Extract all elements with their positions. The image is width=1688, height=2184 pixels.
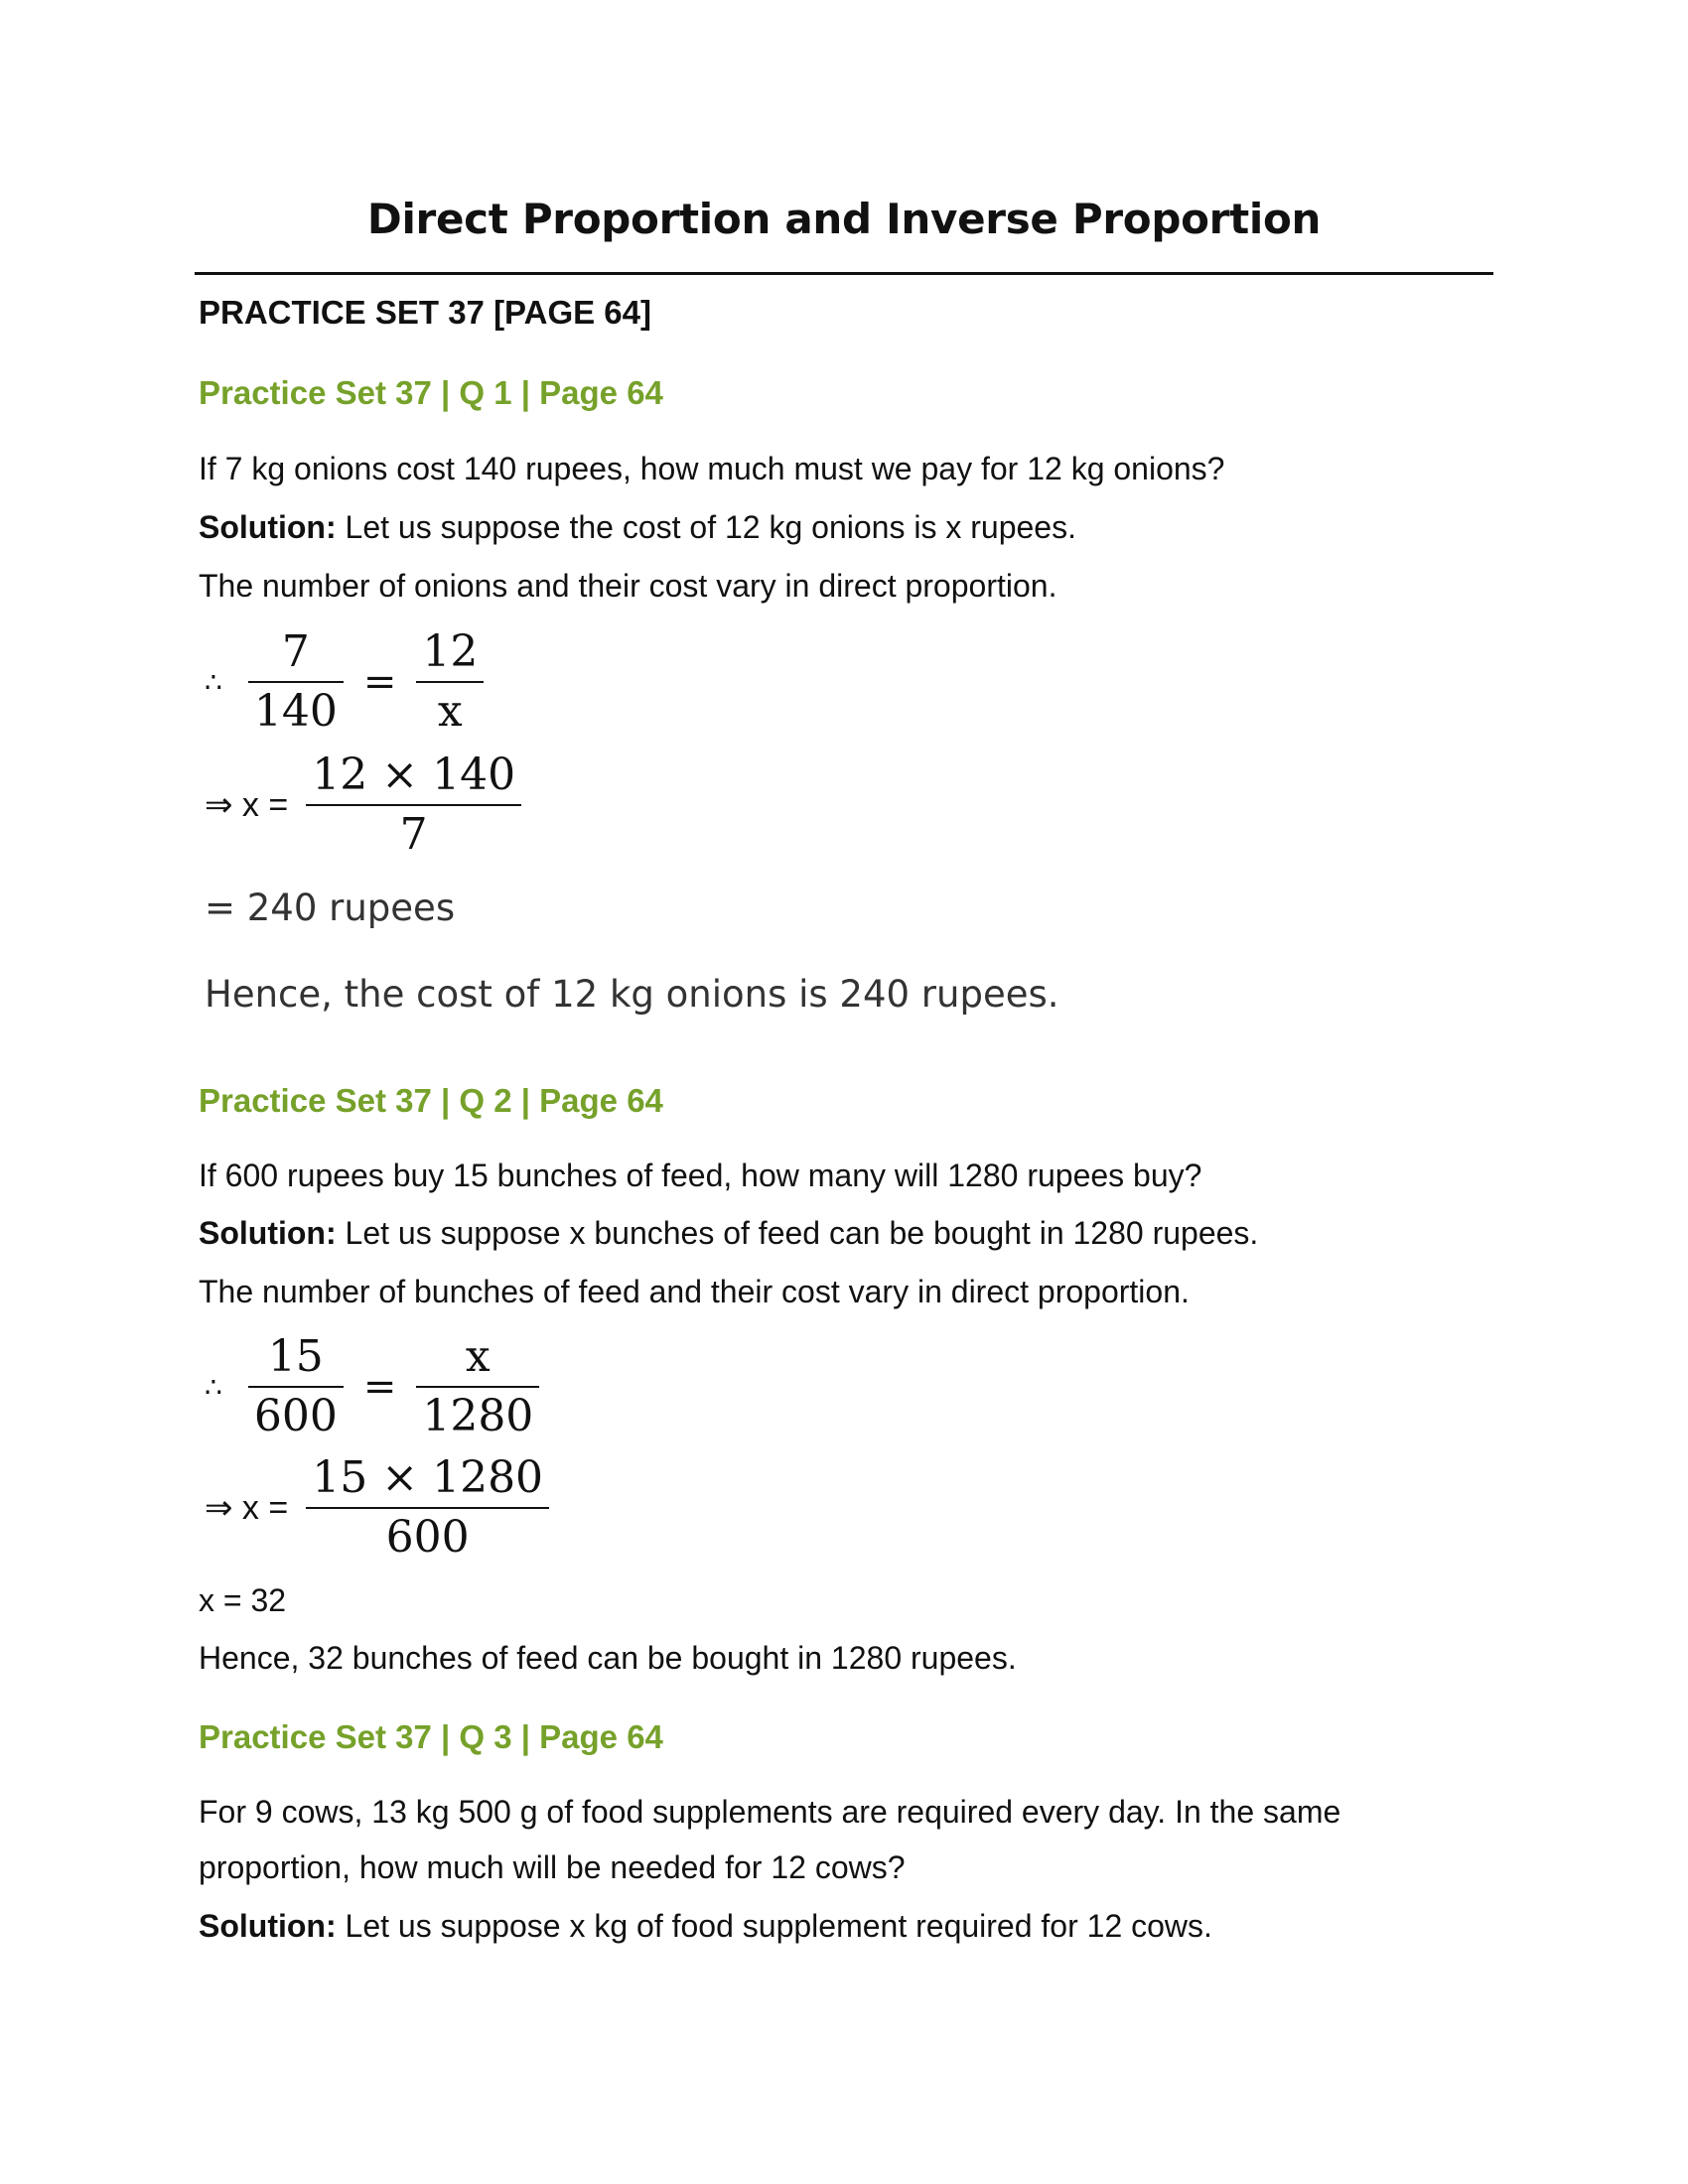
q2-solution-text: Let us suppose x bunches of feed can be bought in 1280 rupees. xyxy=(336,1215,1259,1251)
q1-frac3-denominator: 7 xyxy=(399,809,428,860)
q2-solution-label: Solution: xyxy=(199,1215,337,1251)
q1-solution-label: Solution: xyxy=(199,509,337,545)
q1-conclusion: Hence, the cost of 12 kg onions is 240 rupees. xyxy=(205,973,1059,1016)
q1-statement: The number of onions and their cost vary in direct proportion. xyxy=(199,568,1057,604)
q2-frac2-numerator: x xyxy=(465,1331,491,1382)
q2-frac3-denominator: 600 xyxy=(385,1512,470,1563)
q2-fraction-3 xyxy=(306,1449,549,1567)
q2-heading: Practice Set 37 | Q 2 | Page 64 xyxy=(199,1082,663,1119)
q2-fraction-1 xyxy=(248,1328,344,1445)
q2-frac2-denominator: 1280 xyxy=(422,1391,534,1441)
section-heading: PRACTICE SET 37 [PAGE 64] xyxy=(199,294,651,331)
q3-question-line2: proportion, how much will be needed for 12 cows? xyxy=(199,1849,906,1885)
q1-fraction-2 xyxy=(416,623,484,741)
q2-solve-equation xyxy=(205,1449,549,1567)
q3-solution-label: Solution: xyxy=(199,1908,337,1944)
q2-implies: ⇒ x = xyxy=(205,1489,289,1527)
q1-frac2-numerator: 12 xyxy=(422,626,479,677)
q1-frac1-numerator: 7 xyxy=(281,626,310,677)
q2-proportion-equation xyxy=(205,1328,539,1445)
q1-therefore-symbol: ∴ xyxy=(205,666,222,698)
q1-frac2-denominator: x xyxy=(437,686,463,737)
page-title: Direct Proportion and Inverse Proportion xyxy=(366,195,1322,243)
title-divider xyxy=(195,272,1493,275)
q1-solve-equation xyxy=(205,747,521,864)
q2-therefore-symbol: ∴ xyxy=(205,1371,222,1403)
q1-fraction-1 xyxy=(248,623,344,741)
q1-result: = 240 rupees xyxy=(205,887,456,929)
q2-equals-sign: = xyxy=(362,1364,397,1410)
q1-fraction-3 xyxy=(306,747,521,864)
q1-frac1-denominator: 140 xyxy=(253,686,338,737)
q2-frac3-numerator: 15 × 1280 xyxy=(312,1452,544,1503)
q3-heading: Practice Set 37 | Q 3 | Page 64 xyxy=(199,1718,663,1755)
q2-conclusion: Hence, 32 bunches of feed can be bought in 1280 rupees. xyxy=(199,1640,1017,1676)
q2-solution xyxy=(199,1213,1258,1253)
q3-question-line1: For 9 cows, 13 kg 500 g of food supplements are required every day. In the same xyxy=(199,1794,1341,1830)
q1-solution xyxy=(199,507,1076,547)
q1-implies: ⇒ x = xyxy=(205,786,289,824)
q3-solution xyxy=(199,1906,1212,1946)
q2-frac1-numerator: 15 xyxy=(267,1331,324,1382)
q1-proportion-equation xyxy=(205,623,484,741)
q2-frac1-denominator: 600 xyxy=(253,1391,338,1441)
q2-fraction-2 xyxy=(416,1328,539,1445)
q1-question: If 7 kg onions cost 140 rupees, how much must we pay for 12 kg onions? xyxy=(199,451,1225,486)
q2-result: x = 32 xyxy=(199,1582,287,1618)
q1-equals-sign: = xyxy=(362,659,397,705)
q1-heading: Practice Set 37 | Q 1 | Page 64 xyxy=(199,374,663,411)
q1-frac3-numerator: 12 × 140 xyxy=(312,750,516,800)
q2-question: If 600 rupees buy 15 bunches of feed, how many will 1280 rupees buy? xyxy=(199,1158,1202,1193)
q3-solution-text: Let us suppose x kg of food supplement required for 12 cows. xyxy=(336,1908,1212,1944)
q2-statement: The number of bunches of feed and their cost vary in direct proportion. xyxy=(199,1274,1190,1309)
q1-solution-text: Let us suppose the cost of 12 kg onions is x rupees. xyxy=(336,509,1076,545)
